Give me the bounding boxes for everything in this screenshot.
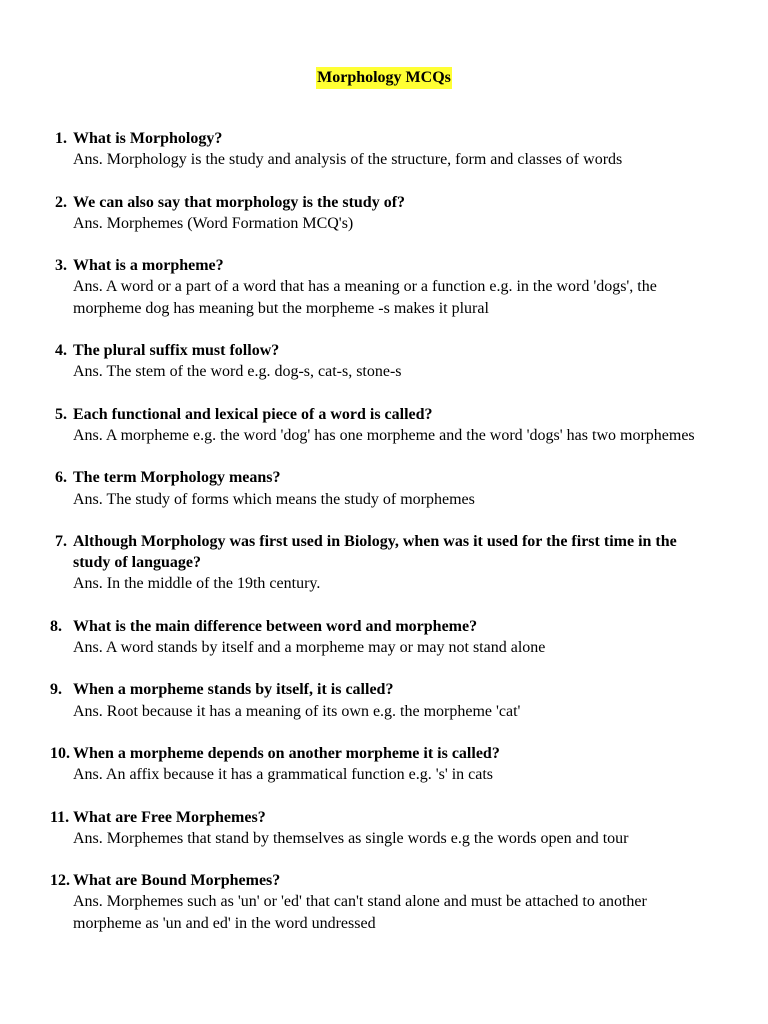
question-number: 11. [50, 808, 70, 826]
question-list [0, 128, 768, 934]
answer-text: Ans. The study of forms which means the study of morphemes [73, 490, 475, 508]
answer-text: Ans. Morphology is the study and analysis of the structure, form and classes of words [73, 151, 623, 169]
question-item [0, 743, 768, 786]
question-text: Although Morphology was first used in Biology, when was it used for the first time in the study of language? [73, 532, 677, 572]
question-item [0, 467, 768, 510]
question-number: 6. [55, 469, 67, 487]
question-number: 8. [50, 617, 62, 635]
question-number: 7. [55, 532, 67, 550]
question-item [0, 404, 768, 447]
answer-text: Ans. A morpheme e.g. the word 'dog' has one morpheme and the word 'dogs' has two morphemes [73, 426, 695, 444]
question-item [0, 807, 768, 850]
question-text: What is a morpheme? [73, 257, 224, 275]
page-title-wrapper [0, 67, 768, 89]
question-item [0, 128, 768, 171]
question-item [0, 255, 768, 319]
question-item [0, 192, 768, 235]
question-item [0, 531, 768, 595]
question-number: 5. [55, 405, 67, 423]
answer-text: Ans. A word stands by itself and a morpheme may or may not stand alone [73, 639, 546, 657]
question-text: What are Free Morphemes? [73, 808, 266, 826]
answer-text: Ans. The stem of the word e.g. dog-s, cat-s, stone-s [73, 363, 402, 381]
answer-text: Ans. A word or a part of a word that has a meaning or a function e.g. in the word 'dogs', the morpheme dog has meaning but the morpheme -s makes it plural [73, 278, 657, 317]
answer-text: Ans. Morphemes that stand by themselves as single words e.g the words open and tour [73, 829, 629, 847]
page-title: Morphology MCQs [316, 67, 452, 89]
question-number: 3. [55, 257, 67, 275]
question-text: What are Bound Morphemes? [73, 872, 281, 890]
question-item [0, 679, 768, 722]
question-item [0, 870, 768, 934]
question-text: The plural suffix must follow? [73, 342, 280, 360]
question-text: We can also say that morphology is the study of? [73, 193, 406, 211]
answer-text: Ans. An affix because it has a grammatical function e.g. 's' in cats [73, 766, 494, 784]
answer-text: Ans. Morphemes such as 'un' or 'ed' that can't stand alone and must be attached to another morpheme as 'un and ed' in the word undressed [73, 893, 647, 932]
question-number: 12. [50, 872, 70, 890]
question-item [0, 340, 768, 383]
question-text: When a morpheme depends on another morpheme it is called? [73, 744, 500, 762]
answer-text: Ans. Root because it has a meaning of its own e.g. the morpheme 'cat' [73, 702, 521, 720]
question-text: What is Morphology? [73, 130, 223, 147]
question-text: What is the main difference between word and morpheme? [73, 617, 478, 635]
question-number: 1. [55, 130, 67, 147]
question-item [0, 616, 768, 659]
answer-text: Ans. Morphemes (Word Formation MCQ's) [73, 214, 354, 232]
question-number: 4. [55, 342, 67, 360]
question-text: Each functional and lexical piece of a word is called? [73, 405, 433, 423]
question-number: 9. [50, 681, 62, 699]
question-text: The term Morphology means? [73, 469, 281, 487]
question-text: When a morpheme stands by itself, it is called? [73, 681, 394, 699]
question-number: 2. [55, 193, 67, 211]
answer-text: Ans. In the middle of the 19th century. [73, 575, 321, 593]
question-number: 10. [50, 744, 70, 762]
